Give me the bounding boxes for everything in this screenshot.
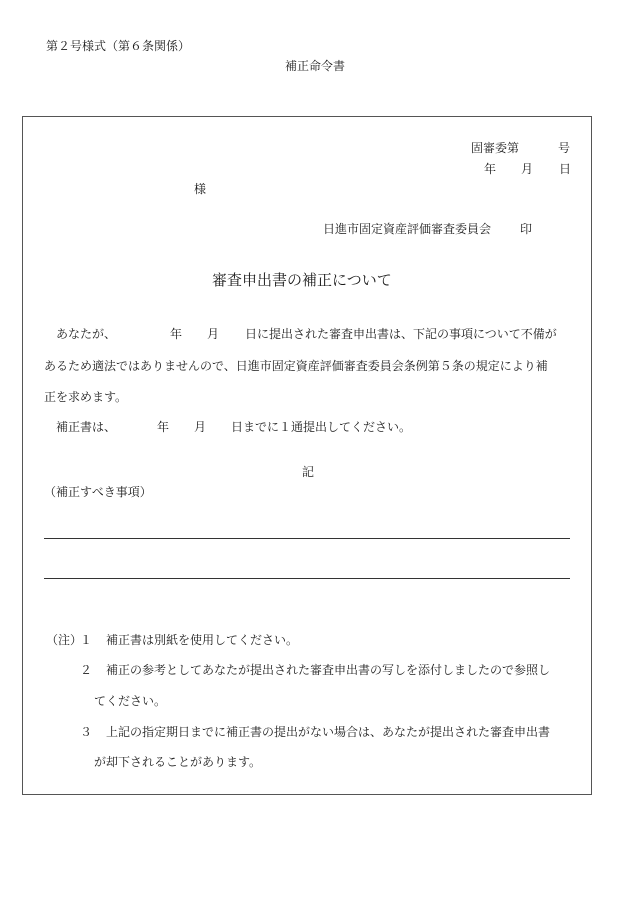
seal-mark: 印 xyxy=(520,222,533,236)
date-year-label: 年 xyxy=(484,162,497,176)
date-month-label: 月 xyxy=(521,162,534,176)
addressee-honorific: 様 xyxy=(194,182,207,196)
note-3-line-2: が却下されることがあります。 xyxy=(94,755,262,769)
sender-name: 日進市固定資産評価審査委員会 xyxy=(323,222,492,236)
ki-heading: 記 xyxy=(302,465,315,479)
note-3-number: ３ xyxy=(80,725,93,739)
subject-heading: 審査申出書の補正について xyxy=(212,271,392,289)
ref-number-suffix: 号 xyxy=(558,141,571,155)
note-2-line-1: 補正の参考としてあなたが提出された審査申出書の写しを添付しましたので参照し xyxy=(106,663,551,677)
body-p2-rest: 日までに１通提出してください。 xyxy=(231,420,412,434)
body-p2-month: 月 xyxy=(194,420,207,434)
form-number: 第２号様式（第６条関係） xyxy=(46,39,191,53)
entry-line-1 xyxy=(44,538,570,539)
body-p2-start: 補正書は、 xyxy=(56,420,117,434)
body-p1-year: 年 xyxy=(170,327,183,341)
correction-items-label: （補正すべき事項） xyxy=(44,485,152,499)
note-1-number: １ xyxy=(80,633,93,647)
entry-line-2 xyxy=(44,578,570,579)
body-p1-line2: あるため適法ではありませんので、日進市固定資産評価審査委員会条例第５条の規定により補 xyxy=(44,359,548,373)
date-day-label: 日 xyxy=(559,162,572,176)
note-1-line-1: 補正書は別紙を使用してください。 xyxy=(106,633,299,647)
note-2-number: ２ xyxy=(80,663,93,677)
body-p1-month: 月 xyxy=(207,327,220,341)
ref-number-prefix: 固審委第 xyxy=(471,141,520,155)
note-3-line-1: 上記の指定期日までに補正書の提出がない場合は、あなたが提出された審査申出書 xyxy=(106,725,551,739)
body-p2-year: 年 xyxy=(157,420,170,434)
notes-label: （注） xyxy=(46,633,83,647)
body-p1-rest: 日に提出された審査申出書は、下記の事項について不備が xyxy=(245,327,557,341)
body-p1-line3: 正を求めます。 xyxy=(44,390,128,404)
document-title: 補正命令書 xyxy=(285,59,346,73)
body-p1-start: あなたが、 xyxy=(56,327,117,341)
note-2-line-2: てください。 xyxy=(94,694,167,708)
